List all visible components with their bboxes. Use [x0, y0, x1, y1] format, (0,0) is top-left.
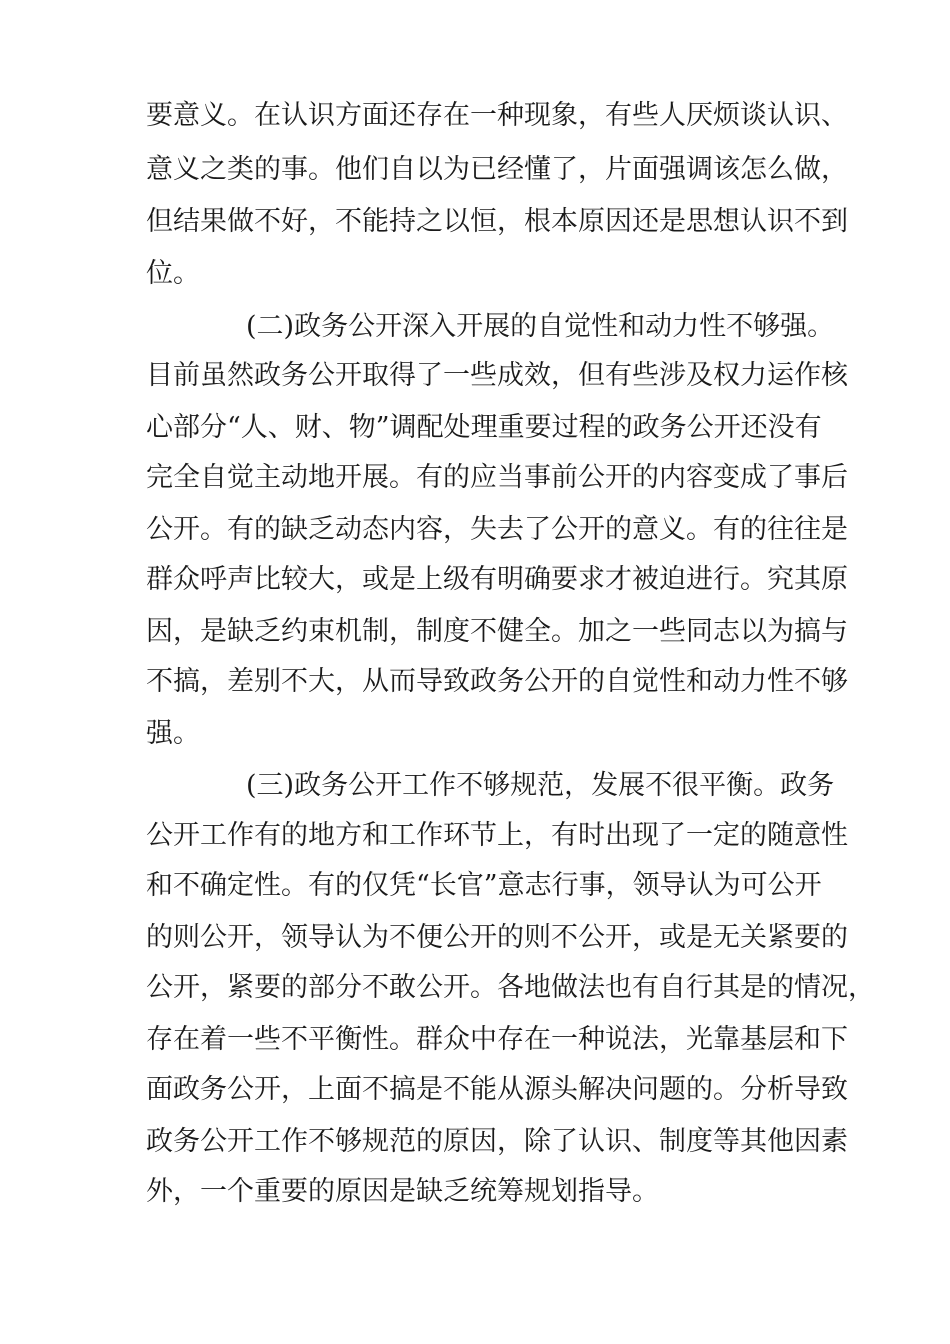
paragraph-1-line-3: 但结果做不好，不能持之以恒，根本原因还是思想认识不到	[146, 206, 848, 237]
paragraph-2-line-8: 不搞，差别不大，从而导致政务公开的自觉性和动力性不够	[146, 666, 848, 697]
paragraph-1-line-2: 意义之类的事。他们自以为已经懂了，片面强调该怎么做，	[146, 154, 848, 185]
paragraph-2-line-3: 心部分“人、财、物”调配处理重要过程的政务公开还没有	[146, 412, 822, 443]
paragraph-1-line-1: 要意义。在认识方面还存在一种现象，有些人厌烦谈认识、	[146, 100, 848, 131]
paragraph-3-heading-line: (三)政务公开工作不够规范，发展不很平衡。政务	[246, 770, 835, 801]
paragraph-2-line-6: 群众呼声比较大，或是上级有明确要求才被迫进行。究其原	[146, 564, 848, 595]
paragraph-2-line-5: 公开。有的缺乏动态内容，失去了公开的意义。有的往往是	[146, 514, 848, 545]
paragraph-2-heading-line: (二)政务公开深入开展的自觉性和动力性不够强。	[246, 311, 835, 342]
paragraph-3-line-9: 外，一个重要的原因是缺乏统筹规划指导。	[146, 1176, 659, 1207]
paragraph-2-line-7: 因，是缺乏约束机制，制度不健全。加之一些同志以为搞与	[146, 616, 848, 647]
paragraph-3-line-5: 公开，紧要的部分不敢公开。各地做法也有自行其是的情况，	[146, 972, 875, 1003]
paragraph-3-line-8: 政务公开工作不够规范的原因，除了认识、制度等其他因素	[146, 1126, 848, 1157]
paragraph-3-line-2: 公开工作有的地方和工作环节上，有时出现了一定的随意性	[146, 820, 848, 851]
paragraph-3-line-7: 面政务公开，上面不搞是不能从源头解决问题的。分析导致	[146, 1074, 848, 1105]
paragraph-2-line-9: 强。	[146, 718, 200, 749]
paragraph-1-line-4: 位。	[146, 258, 200, 289]
paragraph-3-line-6: 存在着一些不平衡性。群众中存在一种说法，光靠基层和下	[146, 1024, 848, 1055]
paragraph-2-line-4: 完全自觉主动地开展。有的应当事前公开的内容变成了事后	[146, 462, 848, 493]
paragraph-3-line-3: 和不确定性。有的仅凭“长官”意志行事，领导认为可公开	[146, 870, 822, 901]
paragraph-2-line-2: 目前虽然政务公开取得了一些成效，但有些涉及权力运作核	[146, 360, 848, 391]
paragraph-3-line-4: 的则公开，领导认为不便公开的则不公开，或是无关紧要的	[146, 922, 848, 953]
